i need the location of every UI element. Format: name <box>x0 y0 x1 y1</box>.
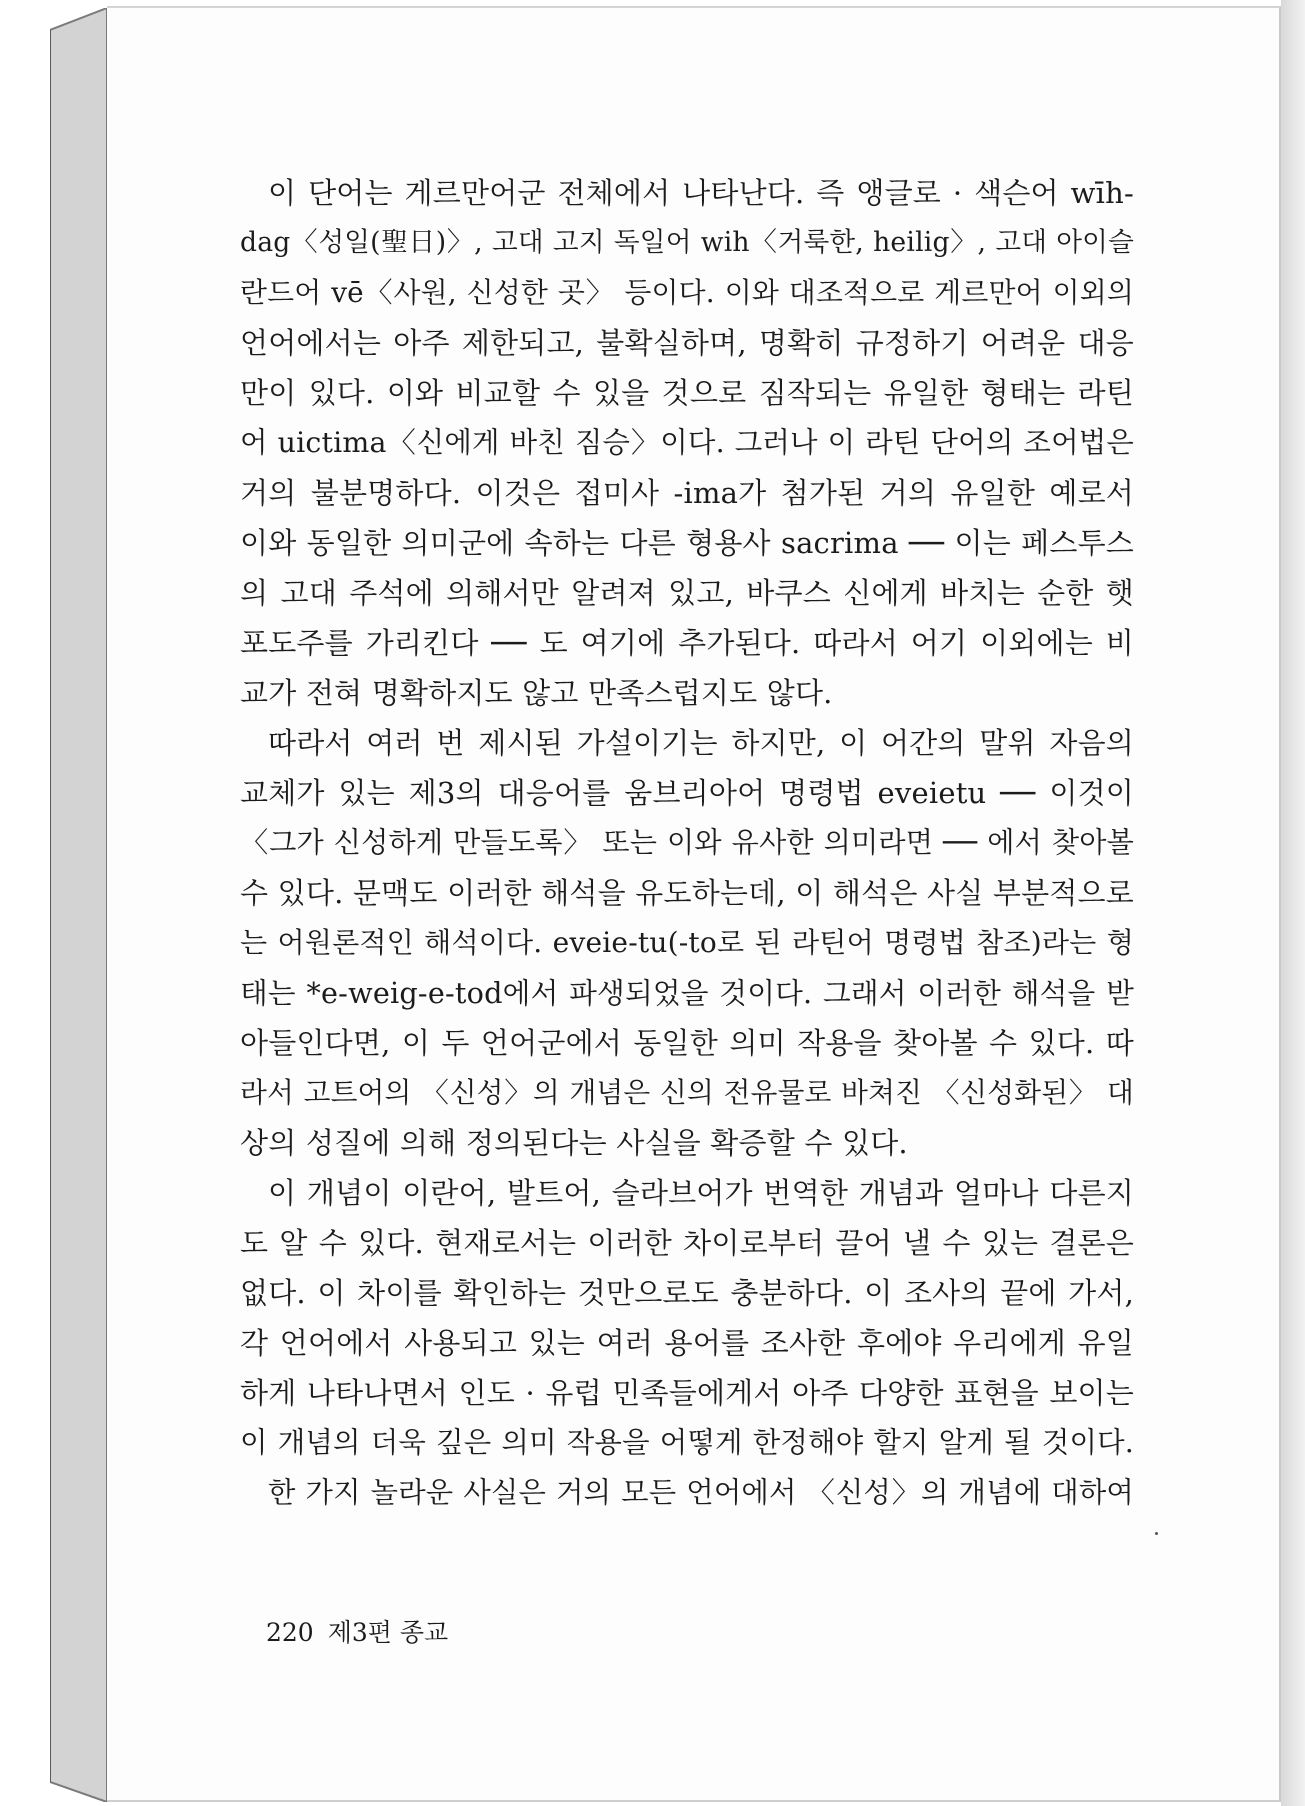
text-line: 태는 *e-weig-e-tod에서 파생되었을 것이다. 그래서 이러한 해석을 받 <box>240 976 1134 1010</box>
page-footer <box>266 1613 448 1649</box>
text-line: 거의 불분명하다. 이것은 접미사 -ima가 첨가된 거의 유일한 예로서 <box>240 476 1134 510</box>
text-line: 〈그가 신성하게 만들도록〉 또는 이와 유사한 의미라면 ── 에서 찾아볼 <box>240 826 1134 859</box>
text-line: 이와 동일한 의미군에 속하는 다른 형용사 sacrima ── 이는 페스투스 <box>240 526 1134 560</box>
text-line: 따라서 여러 번 제시된 가설이기는 하지만, 이 어간의 말위 자음의 <box>268 726 1134 760</box>
text-line: 아들인다면, 이 두 언어군에서 동일한 의미 작용을 찾아볼 수 있다. 따 <box>240 1026 1134 1060</box>
text-line: 각 언어에서 사용되고 있는 여러 용어를 조사한 후에야 우리에게 유일 <box>240 1326 1134 1360</box>
text-line: 만이 있다. 이와 비교할 수 있을 것으로 짐작되는 유일한 형태는 라틴 <box>240 376 1134 410</box>
book-spine-shape <box>50 8 108 1802</box>
speck-mark <box>1155 1532 1158 1535</box>
text-line: 하게 나타나면서 인도 · 유럽 민족들에게서 아주 다양한 표현을 보이는 <box>240 1376 1134 1410</box>
text-line: 도 알 수 있다. 현재로서는 이러한 차이로부터 끌어 낼 수 있는 결론은 <box>240 1226 1134 1260</box>
text-line: 이 개념의 더욱 깊은 의미 작용을 어떻게 한정해야 할지 알게 될 것이다. <box>240 1426 1134 1459</box>
text-line: 는 어원론적인 해석이다. eveie-tu(-to로 된 라틴어 명령법 참조)라는 형 <box>240 926 1134 959</box>
text-line: 포도주를 가리킨다 ── 도 여기에 추가된다. 따라서 어기 이외에는 비 <box>240 626 1134 660</box>
text-line: 란드어 vē〈사원, 신성한 곳〉 등이다. 이와 대조적으로 게르만어 이외의 <box>240 276 1134 309</box>
text-line: 어 uictima〈신에게 바친 짐승〉이다. 그러나 이 라틴 단어의 조어법은 <box>240 426 1134 459</box>
running-section-title: 제3편 종교 <box>327 1618 449 1647</box>
book-spine <box>50 8 108 1802</box>
page-number: 220 <box>266 1618 314 1647</box>
text-line: 없다. 이 차이를 확인하는 것만으로도 충분하다. 이 조사의 끝에 가서, <box>240 1276 1134 1310</box>
text-line: 상의 성질에 의해 정의된다는 사실을 확증할 수 있다. <box>240 1126 908 1160</box>
text-line: 이 개념이 이란어, 발트어, 슬라브어가 번역한 개념과 얼마나 다른지 <box>268 1176 1134 1210</box>
text-line: 의 고대 주석에 의해서만 알려져 있고, 바쿠스 신에게 바치는 순한 햇 <box>240 576 1134 610</box>
page-right-edge <box>1281 0 1305 1806</box>
text-line: 한 가지 놀라운 사실은 거의 모든 언어에서 〈신성〉의 개념에 대하여 <box>268 1476 1134 1509</box>
text-line: 교체가 있는 제3의 대응어를 움브리아어 명령법 eveietu ── 이것이 <box>240 776 1134 810</box>
body-text <box>240 168 1134 1518</box>
text-line: 언어에서는 아주 제한되고, 불확실하며, 명확히 규정하기 어려운 대응 <box>240 326 1134 360</box>
text-line: 수 있다. 문맥도 이러한 해석을 유도하는데, 이 해석은 사실 부분적으로 <box>240 876 1134 910</box>
text-line: 교가 전혀 명확하지도 않고 만족스럽지도 않다. <box>240 676 833 710</box>
text-line: 이 단어는 게르만어군 전체에서 나타난다. 즉 앵글로 · 색슨어 wīh- <box>268 176 1134 210</box>
text-line: 라서 고트어의 〈신성〉의 개념은 신의 전유물로 바쳐진 〈신성화된〉 대 <box>240 1076 1134 1109</box>
text-line: dag〈성일(聖日)〉, 고대 고지 독일어 wih〈거룩한, heilig〉, 고대 아이슬 <box>240 227 1134 258</box>
